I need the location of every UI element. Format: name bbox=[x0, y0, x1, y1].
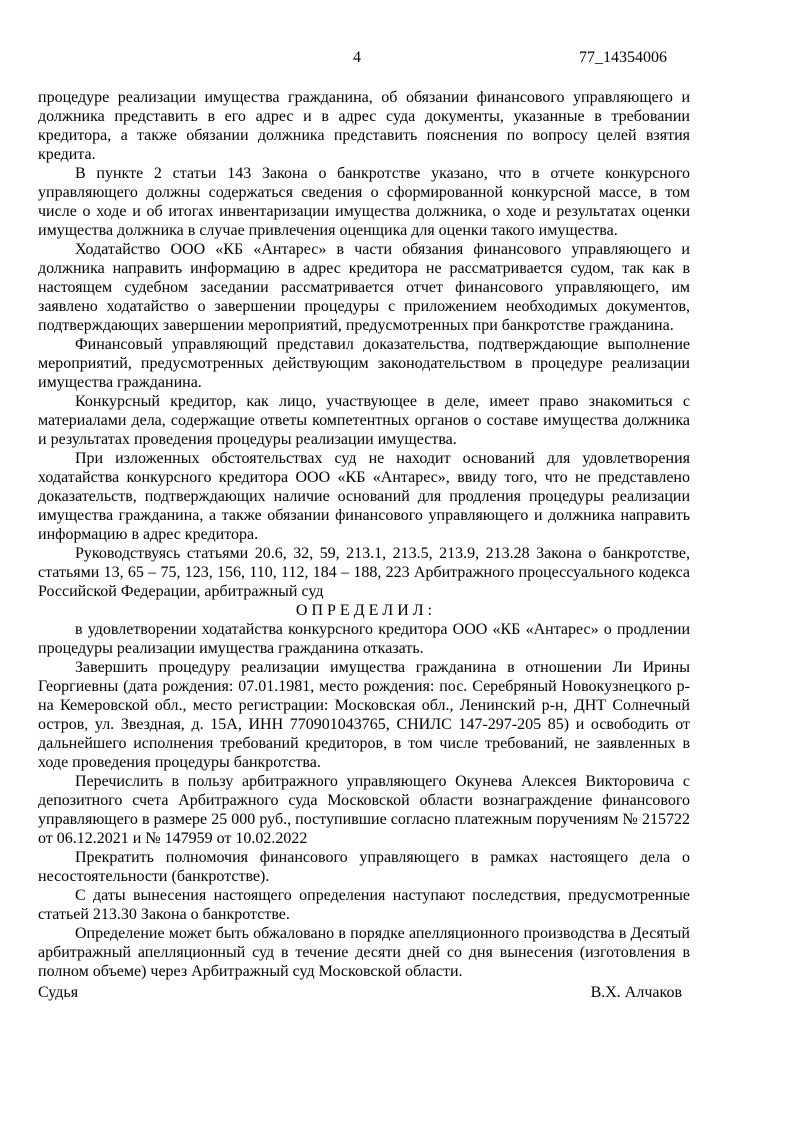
paragraph: Конкурсный кредитор, как лицо, участвующее в деле, имеет право знакомиться с материалами дела, содержащие ответы компетентных органов о составе имущества должника и результатах проведения процедуры реализации имущества. bbox=[38, 393, 690, 448]
paragraph: В пункте 2 статьи 143 Закона о банкротстве указано, что в отчете конкурсного управляющего должны содержаться сведения о сформированной конкурсной массе, в том числе о ходе и об итогах инвентаризации имущества должника, о ходе и результатах оценки имущества должника в случае привлечения оценщика для оценки такого имущества. bbox=[38, 165, 690, 239]
page-number: 4 bbox=[353, 49, 361, 66]
document-id: 77_14354006 bbox=[579, 49, 667, 66]
paragraph: Прекратить полномочия финансового управляющего в рамках настоящего дела о несостоятельности (банкротстве). bbox=[38, 849, 690, 885]
paragraph: Определение может быть обжаловано в порядке апелляционного производства в Десятый арбитражный апелляционный суд в течение десяти дней со дня вынесения (изготовления в полном объеме) через Арбитражный суд Московской области. bbox=[38, 925, 690, 980]
paragraph: Перечислить в пользу арбитражного управляющего Окунева Алексея Викторовича с депозитного счета Арбитражного суда Московской области вознаграждение финансового управляющего в размере 25 000 руб., поступившие согласно платежным поручениям № 215722 от 06.12.2021 и № 147959 от 10.02.2022 bbox=[38, 773, 690, 847]
paragraph: Ходатайство ООО «КБ «Антарес» в части обязания финансового управляющего и должника направить информацию в адрес кредитора не рассматривается судом, так как в настоящем судебном заседании рассматривается отчет финансового управляющего, им заявлено ходатайство о завершении процедуры с приложением необходимых документов, подтверждающих завершении мероприятий, предусмотренных при банкротстве гражданина. bbox=[38, 241, 690, 334]
document-body bbox=[38, 88, 690, 981]
judge-name: В.Х. Алчаков bbox=[590, 984, 682, 1001]
paragraph: При изложенных обстоятельствах суд не находит оснований для удовлетворения ходатайства конкурсного кредитора ООО «КБ «Антарес», ввиду того, что не представлено доказательств, подтверждающих наличие оснований для продления процедуры реализации имущества гражданина, а также обязании финансового управляющего и должника направить информацию в адрес кредитора. bbox=[38, 450, 690, 543]
paragraph: Финансовый управляющий представил доказательства, подтверждающие выполнение мероприятий, предусмотренных действующим законодательством в процедуре реализации имущества гражданина. bbox=[38, 336, 690, 391]
signature-row bbox=[38, 983, 690, 1002]
paragraph: в удовлетворении ходатайства конкурсного кредитора ООО «КБ «Антарес» о продлении процедуры реализации имущества гражданина отказать. bbox=[38, 621, 690, 657]
paragraph: процедуре реализации имущества гражданина, об обязании финансового управляющего и должника представить в его адрес и в адрес суда документы, указанные в требовании кредитора, а также обязании должника представить пояснения по вопросу целей взятия кредита. bbox=[38, 89, 690, 163]
paragraph: О П Р Е Д Е Л И Л : bbox=[295, 602, 433, 619]
judge-label: Судья bbox=[38, 984, 79, 1001]
paragraph: С даты вынесения настоящего определения наступают последствия, предусмотренные статьей 213.30 Закона о банкротстве. bbox=[38, 887, 690, 923]
document-content bbox=[38, 48, 690, 981]
paragraph: Завершить процедуру реализации имущества гражданина в отношении Ли Ирины Георгиевны (дата рождения: 07.01.1981, место рождения: пос. Серебряный Новокузнецкого р-на Кемеровской обл., место регистрации: Московская обл., Ленинский р-н, ДНТ Солнечный остров, ул. Звездная, д. 15А, ИНН 770901043765, СНИЛС 147-297-205 85) и освободить от дальнейшего исполнения требований кредиторов, в том числе требований, не заявленных в ходе проведения процедуры банкротства. bbox=[38, 659, 690, 771]
paragraph: Руководствуясь статьями 20.6, 32, 59, 213.1, 213.5, 213.9, 213.28 Закона о банкротстве, статьями 13, 65 – 75, 123, 156, 110, 112, 184 – 188, 223 Арбитражного процессуального кодекса Российской Федерации, арбитражный суд bbox=[38, 545, 690, 600]
document-header bbox=[38, 48, 690, 67]
